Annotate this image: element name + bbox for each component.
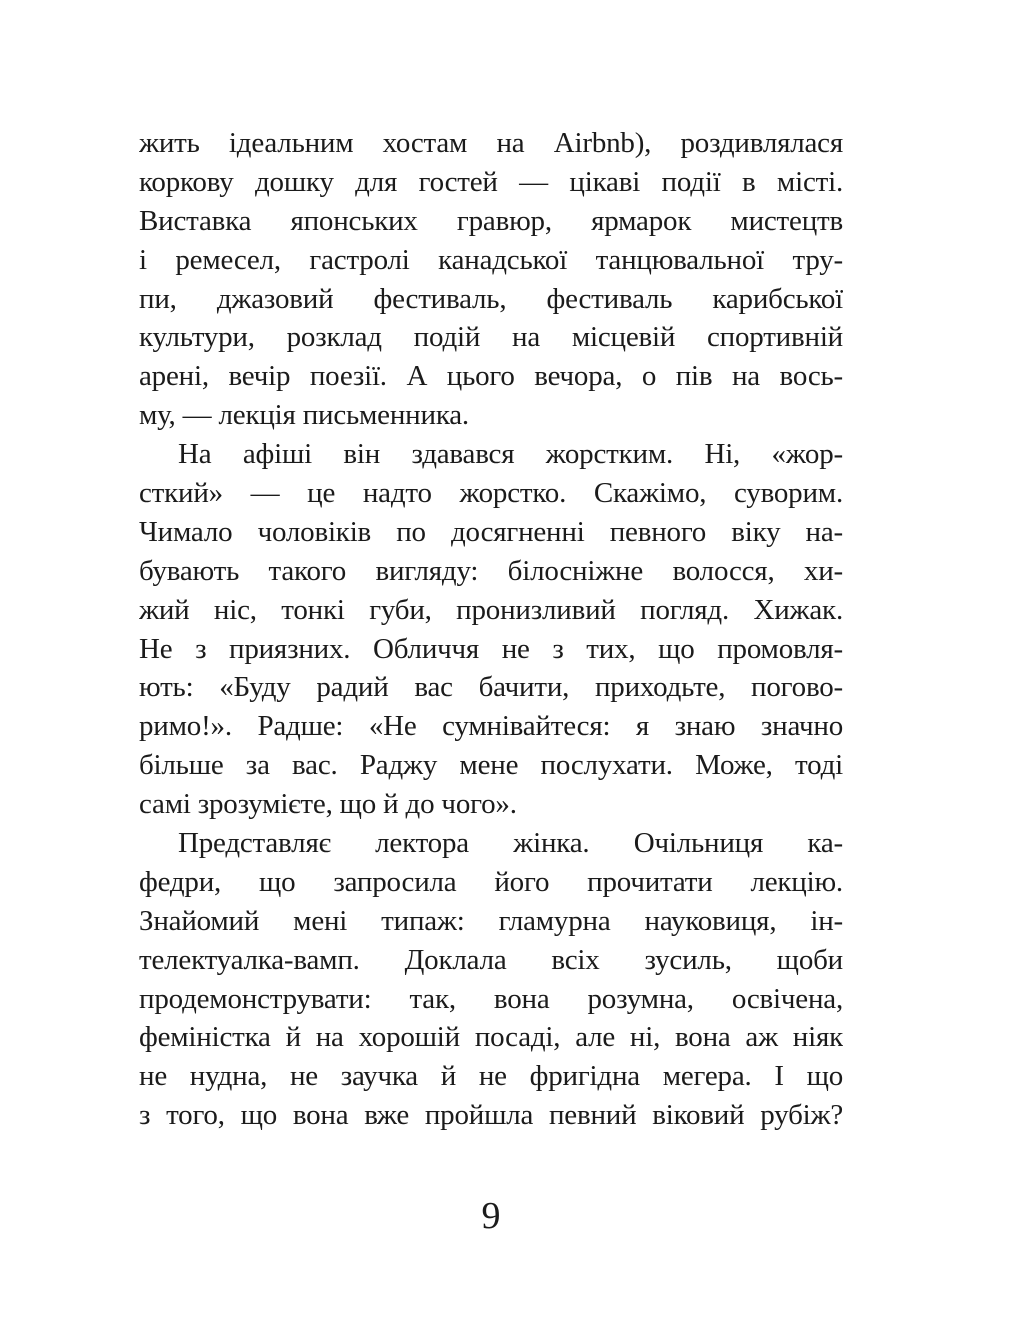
text-line: більше за вас. Раджу мене послухати. Може, тоді bbox=[139, 749, 843, 782]
paragraph bbox=[139, 124, 843, 435]
text-line: ють: «Буду радий вас бачити, приходьте, погово- bbox=[139, 671, 843, 704]
text-line: му, — лекція письменника. bbox=[139, 399, 469, 432]
text-line: не нудна, не заучка й не фригідна мегера. І що bbox=[139, 1060, 843, 1093]
text-line: жий ніс, тонкі губи, пронизливий погляд. Хижак. bbox=[139, 593, 843, 626]
text-line: Не з приязних. Обличчя не з тих, що промовля- bbox=[139, 632, 843, 665]
page-number: 9 bbox=[481, 1195, 501, 1237]
text-line: телектуалка-вамп. Доклала всіх зусиль, щоби bbox=[139, 943, 843, 976]
text-line: римо!». Радше: «Не сумнівайтеся: я знаю значно bbox=[139, 710, 843, 743]
text-line: Знайомий мені типаж: гламурна науковиця, ін- bbox=[139, 904, 843, 937]
paragraph bbox=[139, 824, 843, 1135]
text-line: самі зрозумієте, що й до чого». bbox=[139, 788, 517, 821]
text-line: арені, вечір поезії. А цього вечора, о пів на вось- bbox=[139, 360, 843, 393]
text-line: Представляє лектора жінка. Очільниця ка- bbox=[178, 827, 843, 860]
text-line: жить ідеальним хостам на Airbnb), роздивлялася bbox=[139, 127, 843, 159]
text-line: феміністка й на хорошій посаді, але ні, вона аж ніяк bbox=[139, 1021, 843, 1054]
text-line: бувають такого вигляду: білосніжне волосся, хи- bbox=[139, 554, 843, 587]
text-line: Чимало чоловіків по досягненні певного віку на- bbox=[139, 515, 843, 548]
text-line: сткий» — це надто жорстко. Скажімо, суворим. bbox=[139, 477, 843, 510]
text-line: коркову дошку для гостей — цікаві події в місті. bbox=[139, 165, 843, 198]
text-line: Виставка японських гравюр, ярмарок мистецтв bbox=[139, 204, 843, 237]
page-text-block bbox=[139, 124, 843, 1135]
text-line: пи, джазовий фестиваль, фестиваль карибської bbox=[139, 282, 843, 315]
text-line: федри, що запросила його прочитати лекцію. bbox=[139, 865, 843, 898]
text-line: культури, розклад подій на місцевій спортивній bbox=[139, 321, 843, 354]
text-line: з того, що вона вже пройшла певний віковий рубіж? bbox=[139, 1099, 843, 1132]
text-line: На афіші він здавався жорстким. Ні, «жор- bbox=[178, 438, 843, 471]
text-line: і ремесел, гастролі канадської танцювальної тру- bbox=[139, 243, 843, 276]
paragraph bbox=[139, 435, 843, 824]
text-line: продемонструвати: так, вона розумна, освічена, bbox=[139, 982, 843, 1015]
